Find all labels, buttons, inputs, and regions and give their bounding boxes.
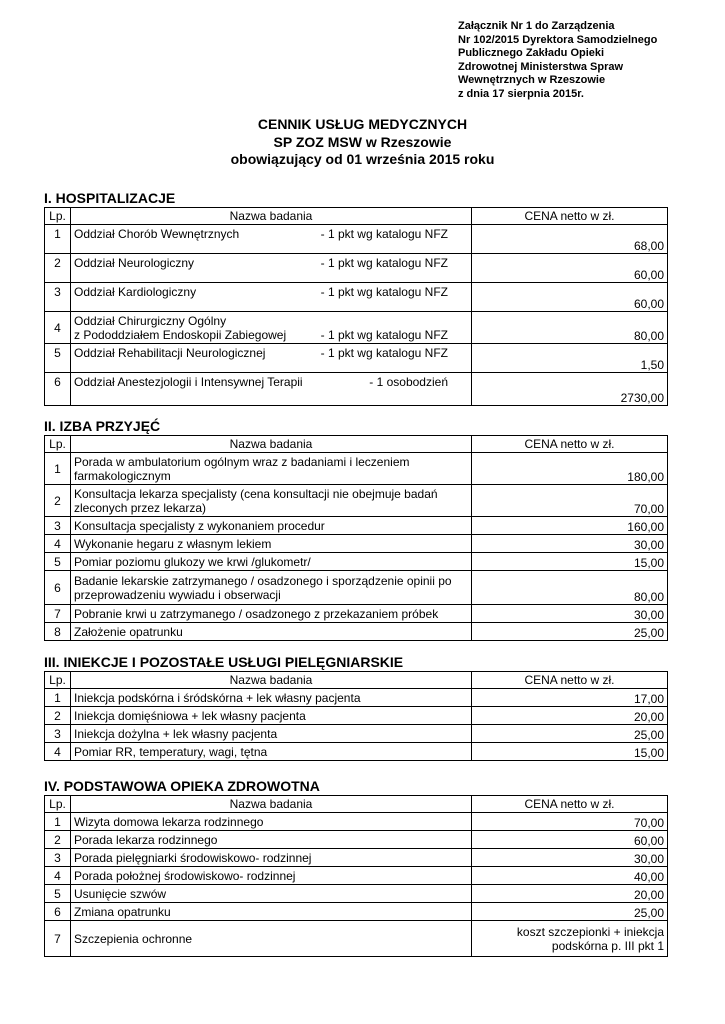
row-price: 80,00 xyxy=(472,312,668,344)
row-name: Porada pielęgniarki środowiskowo- rodzinnej xyxy=(71,849,472,867)
row-name-text: Oddział Chirurgiczny Ogólny xyxy=(74,314,227,328)
row-lp: 6 xyxy=(45,903,71,921)
section-primary-care xyxy=(44,778,668,957)
row-price: 25,00 xyxy=(472,725,668,743)
row-price: 60,00 xyxy=(472,831,668,849)
annex-line: Nr 102/2015 Dyrektora Samodzielnego xyxy=(458,33,658,46)
annex-line: Wewnętrznych w Rzeszowie xyxy=(458,74,606,87)
document-title xyxy=(0,116,725,169)
row-price: 15,00 xyxy=(472,743,668,761)
header-price: CENA netto w zł. xyxy=(472,796,668,813)
table-row xyxy=(45,689,668,707)
row-lp: 3 xyxy=(45,283,71,312)
price-table xyxy=(44,671,668,761)
table-row xyxy=(45,225,668,254)
table-row xyxy=(45,813,668,831)
row-lp: 7 xyxy=(45,605,71,623)
row-name: Pomiar poziomu glukozy we krwi /glukometr/ xyxy=(71,553,472,571)
row-lp: 6 xyxy=(45,571,71,605)
annex-line: Załącznik Nr 1 do Zarządzenia xyxy=(458,20,615,32)
table-row xyxy=(45,254,668,283)
row-lp: 4 xyxy=(45,535,71,553)
table-row xyxy=(45,707,668,725)
table-header xyxy=(45,436,668,453)
row-lp: 4 xyxy=(45,312,71,344)
row-lp: 6 xyxy=(45,373,71,406)
row-name: Usunięcie szwów xyxy=(71,885,472,903)
table-row xyxy=(45,831,668,849)
row-name xyxy=(71,344,472,373)
table-header xyxy=(45,208,668,225)
row-lp: 2 xyxy=(45,485,71,517)
row-name: Pomiar RR, temperatury, wagi, tętna xyxy=(71,743,472,761)
row-unit: - 1 pkt wg katalogu NFZ xyxy=(320,346,448,360)
table-row xyxy=(45,517,668,535)
title-line: CENNIK USŁUG MEDYCZNYCH xyxy=(257,116,468,132)
row-price: 20,00 xyxy=(472,885,668,903)
table-row xyxy=(45,623,668,641)
row-name xyxy=(71,254,472,283)
row-price: 70,00 xyxy=(472,485,668,517)
table-row xyxy=(45,903,668,921)
annex-line: z dnia 17 sierpnia 2015r. xyxy=(458,87,584,100)
row-lp: 1 xyxy=(45,813,71,831)
row-lp: 5 xyxy=(45,344,71,373)
row-name-text: z Pododdziałem Endoskopii Zabiegowej xyxy=(74,328,287,342)
row-lp: 1 xyxy=(45,453,71,485)
row-name: Zmiana opatrunku xyxy=(71,903,472,921)
header-name: Nazwa badania xyxy=(71,436,472,453)
row-name: Szczepienia ochronne xyxy=(71,921,472,957)
row-unit: - 1 osobodzień xyxy=(369,375,448,389)
table-row xyxy=(45,535,668,553)
row-unit: - 1 pkt wg katalogu NFZ xyxy=(320,285,448,299)
table-header xyxy=(45,672,668,689)
row-lp: 3 xyxy=(45,849,71,867)
table-row xyxy=(45,867,668,885)
row-price: 30,00 xyxy=(472,849,668,867)
row-unit: - 1 pkt wg katalogu NFZ xyxy=(320,256,448,270)
table-row xyxy=(45,725,668,743)
row-price: 68,00 xyxy=(472,225,668,254)
row-name xyxy=(71,225,472,254)
row-price: 80,00 xyxy=(472,571,668,605)
header-price: CENA netto w zł. xyxy=(472,672,668,689)
row-lp: 2 xyxy=(45,707,71,725)
row-lp: 8 xyxy=(45,623,71,641)
row-name: Iniekcja podskórna i śródskórna + lek własny pacjenta xyxy=(71,689,472,707)
row-price: 60,00 xyxy=(472,254,668,283)
price-table xyxy=(44,435,668,641)
row-name-text: Oddział Anestezjologii i Intensywnej Terapii xyxy=(74,375,303,389)
table-row xyxy=(45,453,668,485)
row-name-text: Oddział Chorób Wewnętrznych xyxy=(74,227,240,241)
section-hospitalization xyxy=(44,190,668,406)
header-lp: Lp. xyxy=(45,208,71,225)
price-table xyxy=(44,795,668,957)
row-name: Iniekcja domięśniowa + lek własny pacjenta xyxy=(71,707,472,725)
table-row xyxy=(45,743,668,761)
row-price: 70,00 xyxy=(472,813,668,831)
table-row xyxy=(45,849,668,867)
table-row xyxy=(45,921,668,957)
row-lp: 4 xyxy=(45,743,71,761)
annex-line: Publicznego Zakładu Opieki xyxy=(458,47,605,60)
header-name: Nazwa badania xyxy=(71,208,472,225)
header-name: Nazwa badania xyxy=(71,672,472,689)
row-name: Konsultacja specjalisty z wykonaniem procedur xyxy=(71,517,472,535)
row-name: Wykonanie hegaru z własnym lekiem xyxy=(71,535,472,553)
row-name: Porada w ambulatorium ogólnym wraz z badaniami i leczeniem farmakologicznym xyxy=(71,453,472,485)
row-name: Iniekcja dożylna + lek własny pacjenta xyxy=(71,725,472,743)
row-lp: 3 xyxy=(45,725,71,743)
row-price: 160,00 xyxy=(472,517,668,535)
table-row xyxy=(45,605,668,623)
table-row xyxy=(45,373,668,406)
row-name: Pobranie krwi u zatrzymanego / osadzonego z przekazaniem próbek xyxy=(71,605,472,623)
row-price: 15,00 xyxy=(472,553,668,571)
row-name: Wizyta domowa lekarza rodzinnego xyxy=(71,813,472,831)
table-row xyxy=(45,485,668,517)
table-row xyxy=(45,571,668,605)
row-price: 17,00 xyxy=(472,689,668,707)
row-lp: 5 xyxy=(45,553,71,571)
row-name: Założenie opatrunku xyxy=(71,623,472,641)
header-price: CENA netto w zł. xyxy=(472,208,668,225)
row-lp: 1 xyxy=(45,689,71,707)
row-name xyxy=(71,373,472,406)
row-lp: 5 xyxy=(45,885,71,903)
table-row xyxy=(45,283,668,312)
section-title: IV. PODSTAWOWA OPIEKA ZDROWOTNA xyxy=(44,778,320,794)
row-price: 30,00 xyxy=(472,535,668,553)
title-line: SP ZOZ MSW w Rzeszowie xyxy=(273,133,452,150)
row-price: 30,00 xyxy=(472,605,668,623)
table-row xyxy=(45,312,668,344)
row-price: koszt szczepionki + iniekcja podskórna p. III pkt 1 xyxy=(472,921,668,957)
header-price: CENA netto w zł. xyxy=(472,436,668,453)
price-table xyxy=(44,207,668,406)
row-name-text: Oddział Neurologiczny xyxy=(74,256,195,270)
row-name-text: Oddział Kardiologiczny xyxy=(74,285,197,299)
table-row xyxy=(45,553,668,571)
section-admission xyxy=(44,418,668,641)
row-lp: 4 xyxy=(45,867,71,885)
row-lp: 3 xyxy=(45,517,71,535)
row-name: Konsultacja lekarza specjalisty (cena konsultacji nie obejmuje badań zleconych przez lekarza) xyxy=(71,485,472,517)
row-price: 20,00 xyxy=(472,707,668,725)
section-title: III. INIEKCJE I POZOSTAŁE USŁUGI PIELĘGNIARSKIE xyxy=(44,654,404,670)
annex-note xyxy=(458,20,657,102)
row-name: Badanie lekarskie zatrzymanego / osadzonego i sporządzenie opinii po przeprowadzeniu wywiadu i obserwacji xyxy=(71,571,472,605)
row-lp: 1 xyxy=(45,225,71,254)
header-lp: Lp. xyxy=(45,796,71,813)
section-title: II. IZBA PRZYJĘĆ xyxy=(44,418,161,434)
row-lp: 2 xyxy=(45,831,71,849)
table-row xyxy=(45,885,668,903)
row-unit: - 1 pkt wg katalogu NFZ xyxy=(320,227,448,241)
row-name xyxy=(71,283,472,312)
row-name xyxy=(71,312,472,344)
annex-line: Zdrowotnej Ministerstwa Spraw xyxy=(458,60,624,73)
row-price: 60,00 xyxy=(472,283,668,312)
table-header xyxy=(45,796,668,813)
row-lp: 2 xyxy=(45,254,71,283)
row-price: 25,00 xyxy=(472,903,668,921)
row-price: 180,00 xyxy=(472,453,668,485)
row-unit: - 1 pkt wg katalogu NFZ xyxy=(320,328,448,342)
section-title: I. HOSPITALIZACJE xyxy=(44,190,176,206)
row-name-text: Oddział Rehabilitacji Neurologicznej xyxy=(74,346,266,360)
row-price: 40,00 xyxy=(472,867,668,885)
row-name: Porada lekarza rodzinnego xyxy=(71,831,472,849)
section-nursing xyxy=(44,654,668,761)
row-price: 1,50 xyxy=(472,344,668,373)
row-lp: 7 xyxy=(45,921,71,957)
header-name: Nazwa badania xyxy=(71,796,472,813)
header-lp: Lp. xyxy=(45,672,71,689)
row-price: 25,00 xyxy=(472,623,668,641)
row-price: 2730,00 xyxy=(472,373,668,406)
title-line: obowiązujący od 01 września 2015 roku xyxy=(230,151,495,168)
row-name: Porada położnej środowiskowo- rodzinnej xyxy=(71,867,472,885)
header-lp: Lp. xyxy=(45,436,71,453)
table-row xyxy=(45,344,668,373)
